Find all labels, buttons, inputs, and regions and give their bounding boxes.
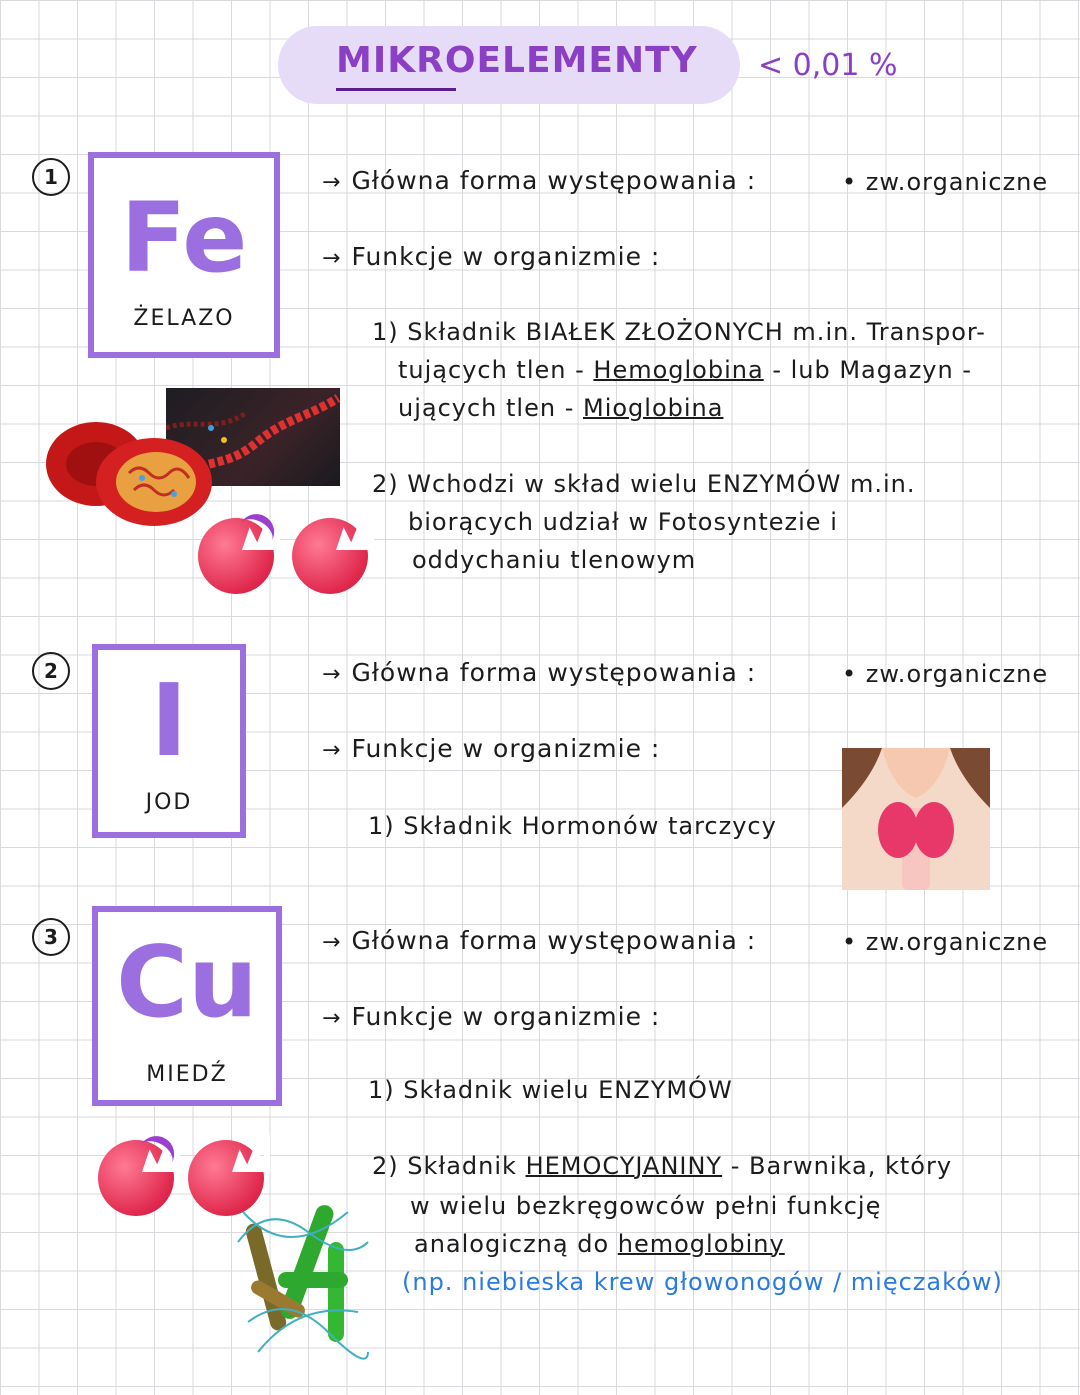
fe-f2-line2: biorących udział w Fotosyntezie i	[408, 508, 838, 536]
underlined-term: Hemoglobina	[593, 356, 764, 384]
element-symbol: Cu	[116, 926, 258, 1040]
form-label: Główna forma występowania :	[351, 658, 757, 687]
cu-f1-line1: 1) Składnik wielu ENZYMÓW	[368, 1076, 733, 1104]
section-number-2: 2	[32, 652, 70, 690]
text: ujących tlen -	[398, 394, 583, 422]
functions-label: Funkcje w organizmie :	[351, 1002, 661, 1031]
fe-f1-line2	[398, 356, 972, 384]
i-f1-line1: 1) Składnik Hormonów tarczycy	[368, 812, 777, 840]
text: 2) Składnik	[372, 1152, 526, 1180]
fe-f2-line1: 2) Wchodzi w skład wielu ENZYMÓW m.in.	[372, 470, 916, 498]
iron-atom-icon	[198, 518, 274, 594]
cu-form-value: • zw.organiczne	[842, 928, 1049, 956]
title-underline	[336, 88, 456, 91]
text: analogiczną do	[414, 1230, 618, 1258]
i-form-line	[322, 658, 756, 687]
i-form-value: • zw.organiczne	[842, 660, 1049, 688]
underlined-term: hemoglobiny	[617, 1230, 785, 1258]
element-card-cu	[92, 906, 282, 1106]
cu-f2-note: (np. niebieska krew głowonogów / mięczaków)	[402, 1268, 1003, 1296]
arrow-icon: →	[322, 246, 342, 271]
fe-f1-line1: 1) Składnik BIAŁEK ZŁOŻONYCH m.in. Transpor-	[372, 318, 986, 346]
section-number-3: 3	[32, 918, 70, 956]
underlined-term: Mioglobina	[583, 394, 724, 422]
form-label: Główna forma występowania :	[351, 166, 757, 195]
thyroid-icon	[842, 748, 990, 890]
fe-form-line	[322, 166, 756, 195]
red-blood-cells-icon	[44, 418, 216, 528]
fe-f2-line3: oddychaniu tlenowym	[412, 546, 697, 574]
element-symbol: I	[150, 662, 188, 779]
text: - Barwnika, który	[722, 1152, 953, 1180]
element-name: MIEDŹ	[146, 1062, 228, 1087]
element-card-i	[92, 644, 246, 838]
arrow-icon: →	[322, 930, 342, 955]
thyroid-image	[842, 748, 990, 890]
cu-functions-line	[322, 1002, 660, 1031]
cu-form-line	[322, 926, 756, 955]
element-name: JOD	[145, 790, 193, 815]
fe-f1-line3	[398, 394, 723, 422]
fe-functions-line	[322, 242, 660, 271]
fe-form-value: • zw.organiczne	[842, 168, 1049, 196]
cu-f2-line3	[414, 1230, 785, 1258]
hemocyanin-protein-icon	[228, 1182, 374, 1368]
functions-label: Funkcje w organizmie :	[351, 734, 661, 763]
arrow-icon: →	[322, 662, 342, 687]
cu-f2-line2: w wielu bezkręgowców pełni funkcję	[410, 1192, 882, 1220]
form-label: Główna forma występowania :	[351, 926, 757, 955]
arrow-icon: →	[322, 1006, 342, 1031]
element-card-fe	[88, 152, 280, 358]
copper-atom-icon	[98, 1140, 174, 1216]
element-symbol: Fe	[120, 182, 248, 294]
i-functions-line	[322, 734, 660, 763]
arrow-icon: →	[322, 170, 342, 195]
cu-f2-line1	[372, 1152, 952, 1180]
page-title: MIKROELEMENTY	[336, 40, 698, 81]
iron-atom-icon	[292, 518, 368, 594]
functions-label: Funkcje w organizmie :	[351, 242, 661, 271]
text: - lub Magazyn -	[763, 356, 973, 384]
percent-note: < 0,01 %	[758, 48, 898, 83]
element-name: ŻELAZO	[133, 306, 235, 331]
arrow-icon: →	[322, 738, 342, 763]
section-number-1: 1	[32, 158, 70, 196]
text: tujących tlen -	[398, 356, 594, 384]
underlined-term: HEMOCYJANINY	[525, 1152, 723, 1180]
